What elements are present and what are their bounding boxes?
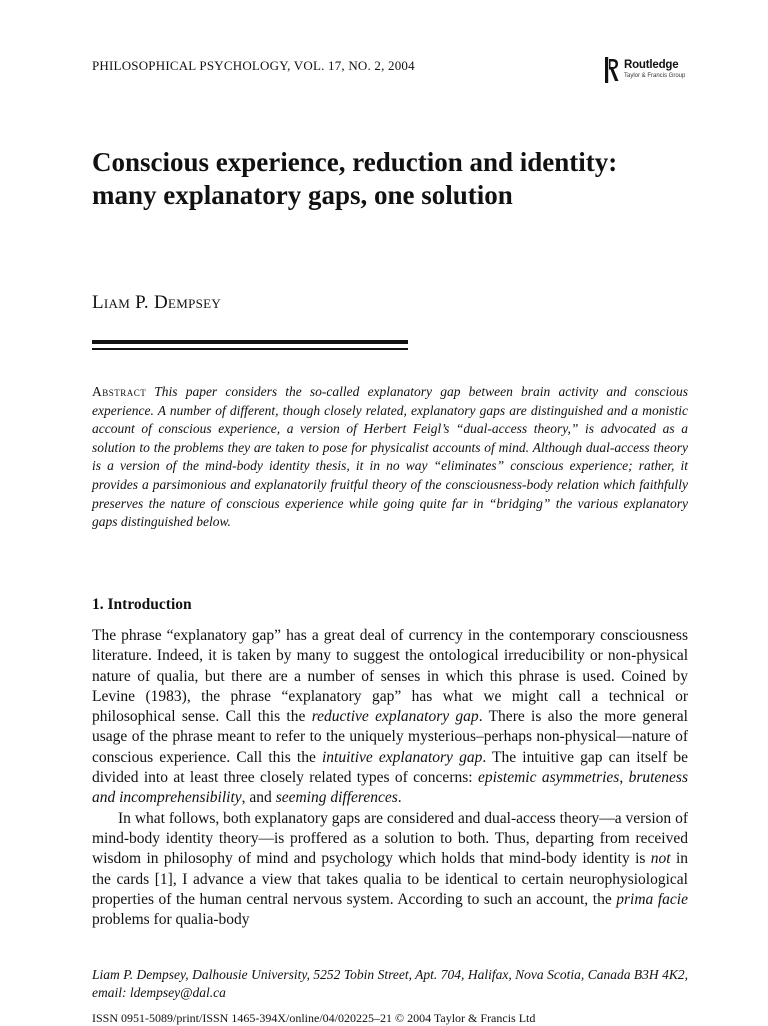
logo-subtitle: Taylor & Francis Group — [624, 73, 686, 79]
title-rule-thick — [92, 340, 408, 344]
body-text — [92, 626, 688, 930]
text-run: . The intuitive gap can itself be divided into at least three closely related types of concerns: — [92, 748, 689, 787]
publisher-logo — [605, 57, 705, 83]
author-affiliation-footnote: Liam P. Dempsey, Dalhousie University, 5252 Tobin Street, Apt. 704, Halifax, Nova Scotia, Canada B3H 4K2, email: ldempsey@dal.ca — [92, 967, 688, 1000]
italic-text-run: intuitive explanatory gap — [321, 748, 483, 766]
text-run: problems for qualia-body — [92, 911, 250, 929]
italic-text-run: not — [650, 850, 671, 868]
paragraph-1 — [92, 626, 688, 809]
section-heading: 1. Introduction — [92, 596, 192, 613]
running-head: PHILOSOPHICAL PSYCHOLOGY, VOL. 17, NO. 2, 2004 — [92, 58, 415, 73]
text-run: The phrase “explanatory gap” has a great deal of currency in the contemporary consciousness literature. Indeed, it is taken by many to suggest the ontological irreducibility or non-physical nature of qualia, but there are a number of senses in which this phrase is used. Coined by Levine (1983), the phrase “explanatory gap” has what we might call a technical or philosophical sense. Call this the — [92, 627, 688, 726]
issn-line: ISSN 0951-5089/print/ISSN 1465-394X/online/04/020225–21 © 2004 Taylor & Francis Ltd — [92, 1011, 536, 1025]
article-title: Conscious experience, reduction and identity: many explanatory gaps, one solution — [92, 147, 618, 210]
italic-text-run: epistemic asymmetries — [477, 769, 620, 787]
routledge-r-icon — [605, 57, 619, 83]
logo-name: Routledge — [624, 59, 679, 71]
italic-text-run: prima facie — [616, 890, 688, 908]
abstract-text: This paper considers the so-called explanatory gap between brain activity and conscious experience. A number of different, though closely related, explanatory gaps are distinguished and a monistic account of conscious experience, a version of Herbert Feigl’s “dual-access theory,” is advocated as a solution to the problems they are taken to pose for physicalist accounts of mind. Although dual-access theory is a version of the mind-body identity thesis, it in no way “eliminates” conscious experience; rather, it provides a parsimonious and explanatorily fruitful theory of the consciousness-body relation which faithfully preserves the nature of conscious experience while going quite far in “bridging” the various explanatory gaps distinguished below. — [92, 384, 688, 530]
paragraph-2 — [92, 809, 688, 931]
abstract — [92, 383, 688, 532]
text-run: , and — [241, 789, 276, 807]
text-run: , — [619, 769, 629, 787]
title-rule-thin — [92, 348, 408, 350]
text-run: in the cards [1], I advance a view that takes qualia to be identical to certain neurophysiological properties of the human central nervous system. According to such an account, the — [92, 850, 688, 908]
italic-text-run: bruteness and incomprehensibility — [92, 769, 688, 807]
author-name: Liam P. Dempsey — [92, 292, 222, 313]
text-run: . — [397, 789, 402, 807]
text-run: . There is also the more general usage of the phrase meant to refer to the uniquely mysterious–perhaps non-physical—nature of conscious experience. Call this the — [92, 708, 688, 766]
abstract-label: Abstract — [92, 384, 147, 399]
italic-text-run: reductive explanatory gap — [311, 708, 479, 726]
text-run: In what follows, both explanatory gaps are considered and dual-access theory—a version of mind-body identity theory—is proffered as a solution to both. Thus, departing from received wisdom in philosophy of mind and psychology which holds that mind-body identity is — [92, 809, 688, 868]
italic-text-run: seeming differences — [275, 789, 398, 807]
